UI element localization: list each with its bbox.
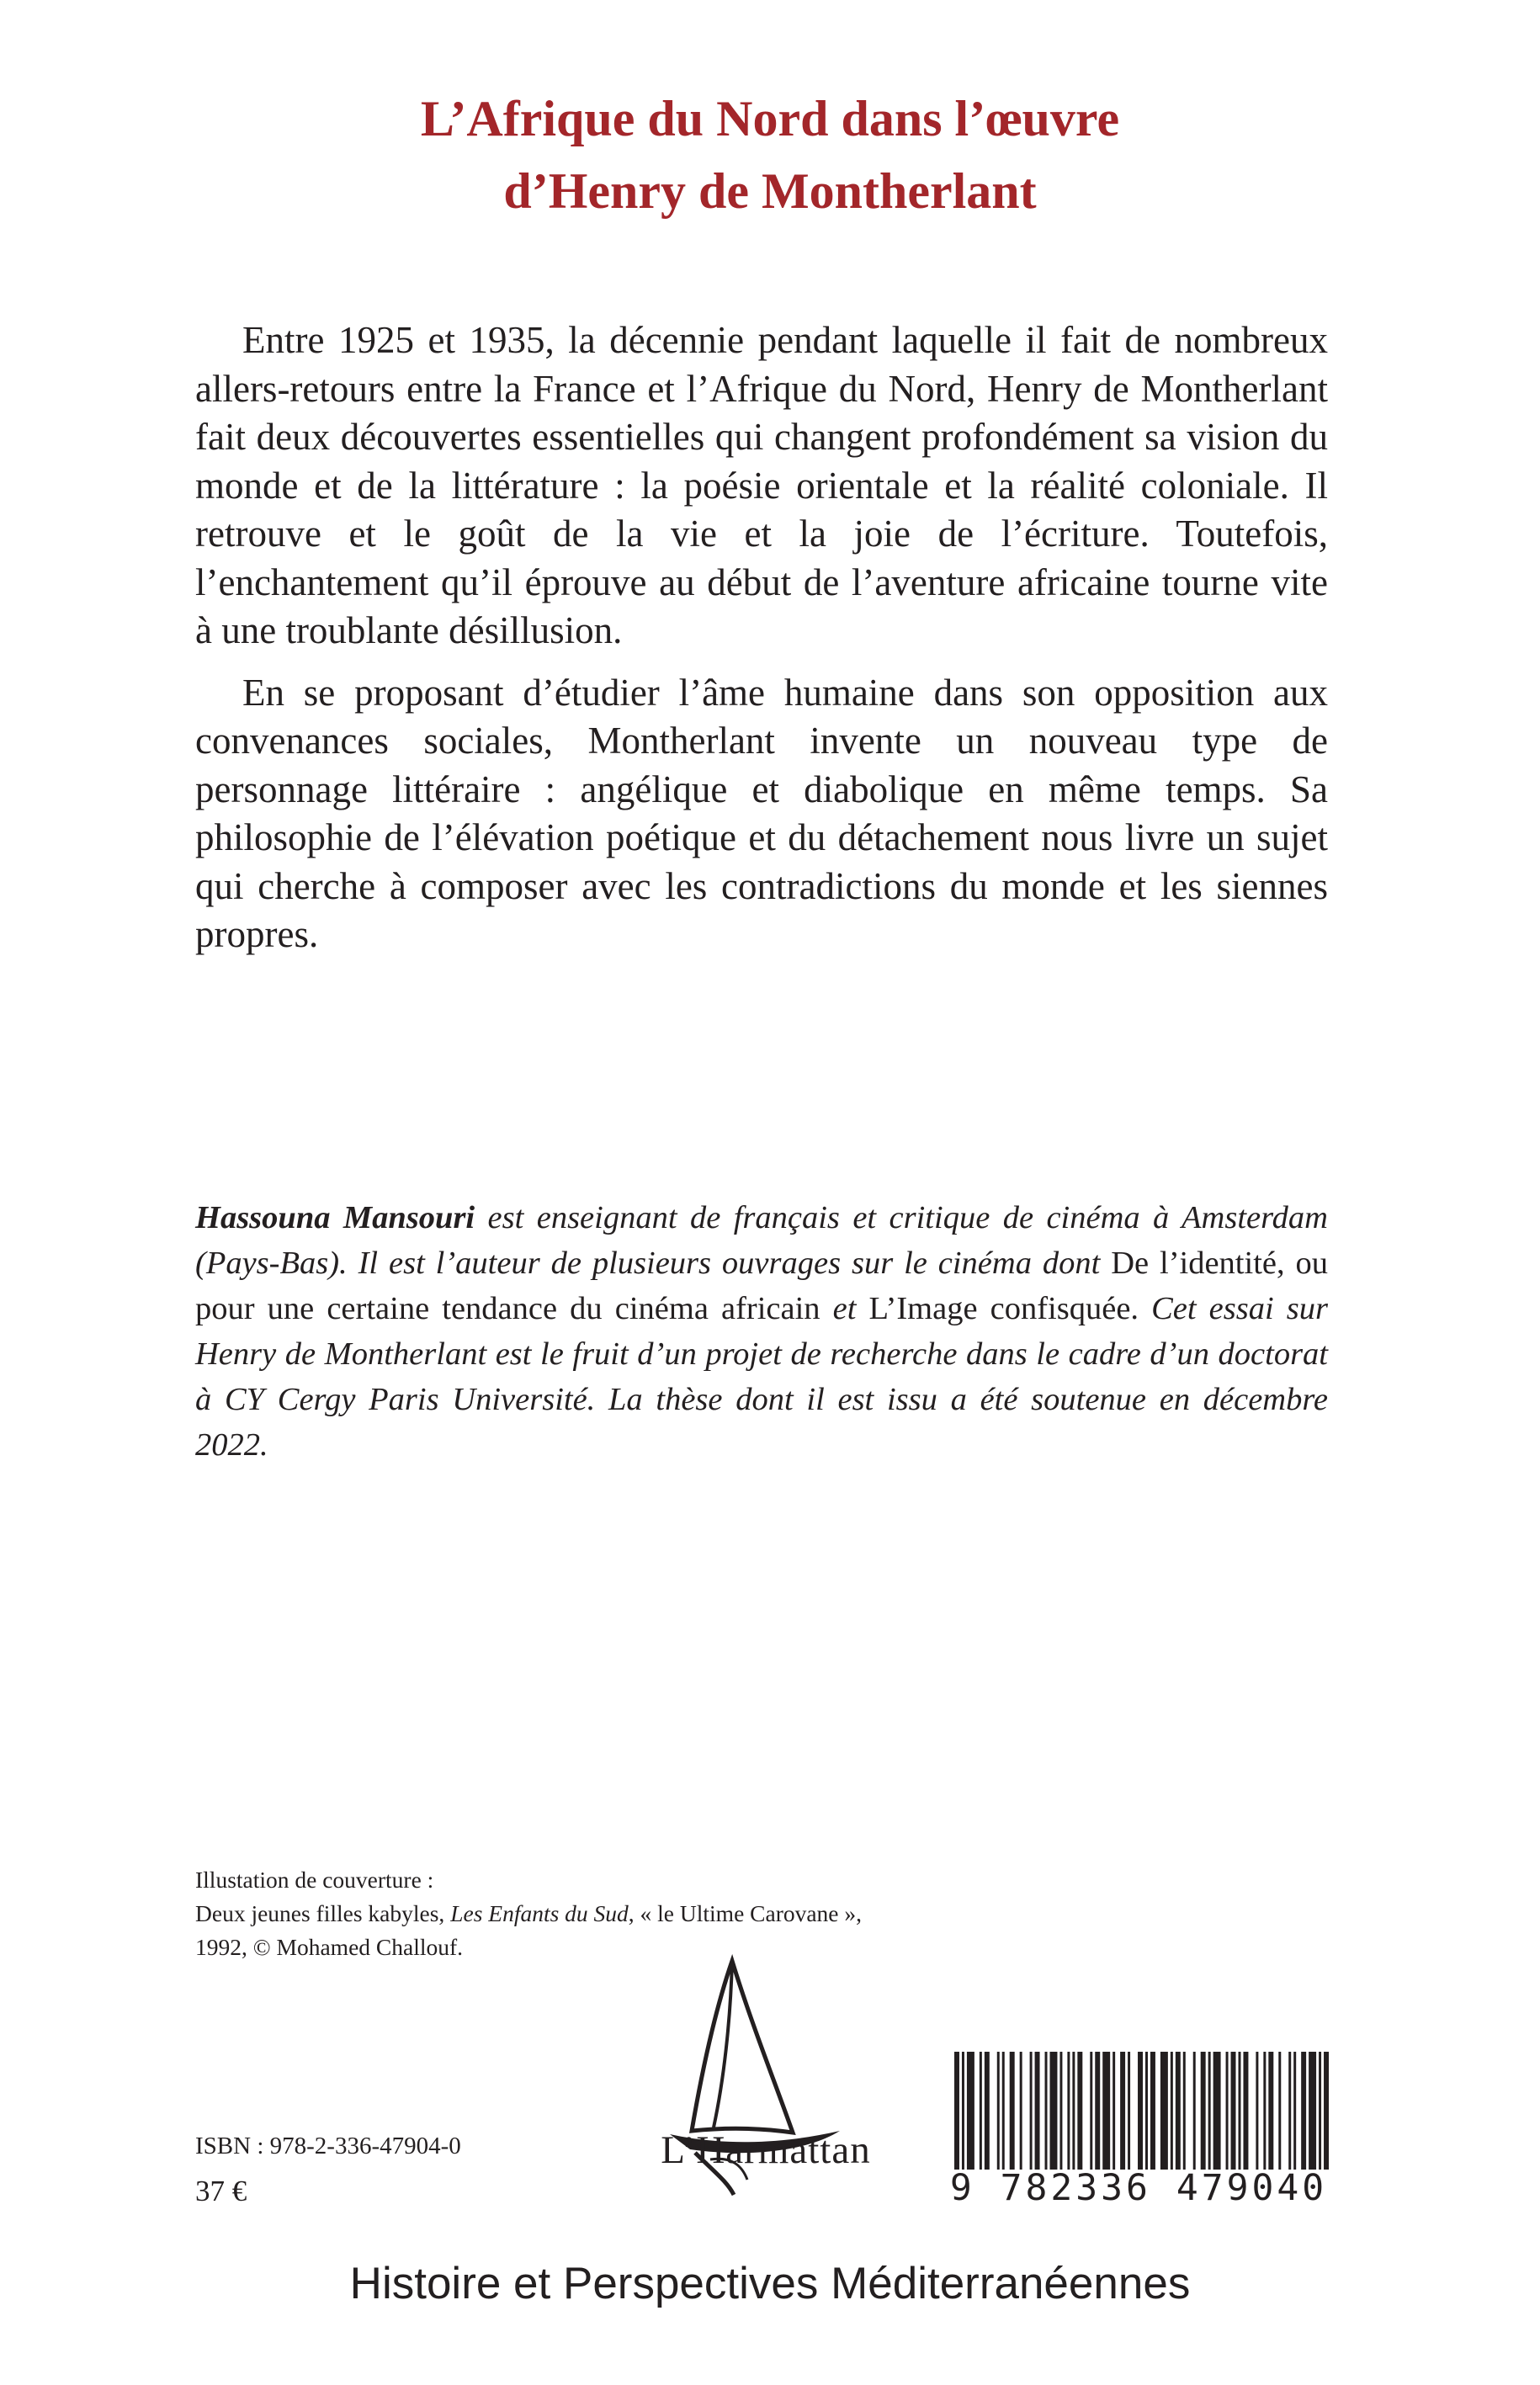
credit-line-2c: , « le Ultime Carovane »,: [628, 1900, 863, 1926]
barcode-bar: [1090, 2052, 1092, 2170]
barcode-bar: [1128, 2052, 1130, 2170]
barcode-bar: [1213, 2052, 1221, 2170]
credit-label: Illustation de couverture :: [195, 1867, 434, 1893]
barcode-bar: [1077, 2052, 1082, 2170]
credit-line-3: 1992, © Mohamed Challouf.: [195, 1934, 464, 1960]
title-line-1: L’Afrique du Nord dans l’œuvre: [420, 91, 1120, 146]
series-name: Histoire et Perspectives Méditerranéennes: [349, 2259, 1191, 2308]
bio-text-3: Cet essai sur Henry de Montherlant est le fruit d’un projet de recherche dans le cadre d’un doctorat à CY Cergy Paris Université. La thèse dont il est issu a été soutenue en décembre 2022.: [195, 1291, 1328, 1463]
cover-credit: [195, 1863, 1037, 1964]
barcode-bar: [1010, 2052, 1015, 2170]
barcode-digits: 9 782336 479040: [949, 2167, 1328, 2209]
barcode-bar: [1231, 2052, 1236, 2170]
barcode-bar: [1278, 2052, 1281, 2170]
barcode-bar: [1193, 2052, 1196, 2170]
barcode-bar: [1256, 2052, 1258, 2170]
barcode-bar: [997, 2052, 1000, 2170]
blurb-paragraph-1: Entre 1925 et 1935, la décennie pendant laquelle il fait de nombreux allers-retours entre la France et l’Afrique du Nord, Henry de Montherlant fait deux découvertes essentielles qui changent profondément sa vision du monde et de la littérature : la poésie orientale et la réalité coloniale. Il retrouve et le goût de la vie et la joie de l’écriture. Toutefois, l’enchantement qu’il éprouve au début de l’aventure africaine tourne vite à une troublante désillusion.: [195, 319, 1328, 651]
barcode-bar: [1059, 2052, 1062, 2170]
barcode-bar: [1208, 2052, 1211, 2170]
barcode-bar: [1113, 2052, 1115, 2170]
sailboat-logo-icon: [640, 1954, 892, 2223]
barcode-bar: [1309, 2052, 1316, 2170]
price: 37 €: [195, 2175, 247, 2207]
barcode-bar: [1319, 2052, 1321, 2170]
barcode-bar: [1226, 2052, 1229, 2170]
barcode-bar: [1293, 2052, 1296, 2170]
publisher-name: L’Harmattan: [661, 2128, 871, 2172]
barcode-bar: [1301, 2052, 1306, 2170]
author-name: Hassouna Mansouri: [195, 1200, 475, 1235]
barcode-bar: [1201, 2052, 1206, 2170]
blurb-paragraph-2: En se proposant d’étudier l’âme humaine dans son opposition aux convenances sociales, Montherlant invente un nouveau type de personnage littéraire : angélique et diabolique en même temps. Sa philosophie de l’élévation poétique et du détachement nous livre un sujet qui cherche à composer avec les contradictions du monde et les siennes propres.: [195, 671, 1328, 955]
barcode-bar: [1072, 2052, 1075, 2170]
barcode: [954, 2052, 1331, 2170]
isbn: ISBN : 978-2-336-47904-0: [195, 2133, 461, 2159]
barcode-bar: [1138, 2052, 1143, 2170]
barcode-bar: [1120, 2052, 1125, 2170]
barcode-bar: [1268, 2052, 1273, 2170]
barcode-bar: [1150, 2052, 1155, 2170]
barcode-bar: [1045, 2052, 1048, 2170]
book-title-1: De l’identité, ou pour une certaine tendance du cinéma africain: [195, 1246, 1329, 1326]
barcode-bar: [1095, 2052, 1100, 2170]
barcode-bar: [1030, 2052, 1033, 2170]
barcode-bar: [985, 2052, 990, 2170]
book-title-2: L’Image confisquée.: [868, 1291, 1139, 1326]
barcode-bar: [1263, 2052, 1266, 2170]
barcode-bar: [962, 2052, 964, 2170]
book-title: [0, 82, 1540, 227]
barcode-bar: [1183, 2052, 1186, 2170]
barcode-bar: [1145, 2052, 1148, 2170]
barcode-bar: [954, 2052, 959, 2170]
barcode-bar: [1176, 2052, 1181, 2170]
barcode-bar: [1324, 2052, 1329, 2170]
barcode-bar: [1049, 2052, 1057, 2170]
barcode-bar: [1020, 2052, 1022, 2170]
barcode-bar: [1102, 2052, 1110, 2170]
barcode-bar: [1243, 2052, 1248, 2170]
credit-line-2: [195, 1897, 1037, 1931]
barcode-bar: [1288, 2052, 1291, 2170]
barcode-bar: [980, 2052, 982, 2170]
bio-text-1: est enseignant de français et critique de cinéma à Amsterdam (Pays-Bas). Il est l’auteur de plusieurs ouvrages sur le cinéma dont: [195, 1200, 1328, 1281]
barcode-bar: [1238, 2052, 1240, 2170]
author-bio: [195, 1195, 1328, 1468]
barcode-bar: [1067, 2052, 1070, 2170]
bio-text-2: et: [820, 1291, 869, 1326]
barcode-bar: [1160, 2052, 1168, 2170]
barcode-bar: [967, 2052, 974, 2170]
barcode-bar: [1002, 2052, 1005, 2170]
credit-line-2a: Deux jeunes filles kabyles,: [195, 1900, 451, 1926]
credit-series-title: Les Enfants du Sud: [450, 1900, 629, 1926]
blurb: [195, 316, 1328, 959]
barcode-bar: [1035, 2052, 1040, 2170]
title-line-2: d’Henry de Montherlant: [503, 163, 1037, 219]
barcode-bar: [1171, 2052, 1173, 2170]
